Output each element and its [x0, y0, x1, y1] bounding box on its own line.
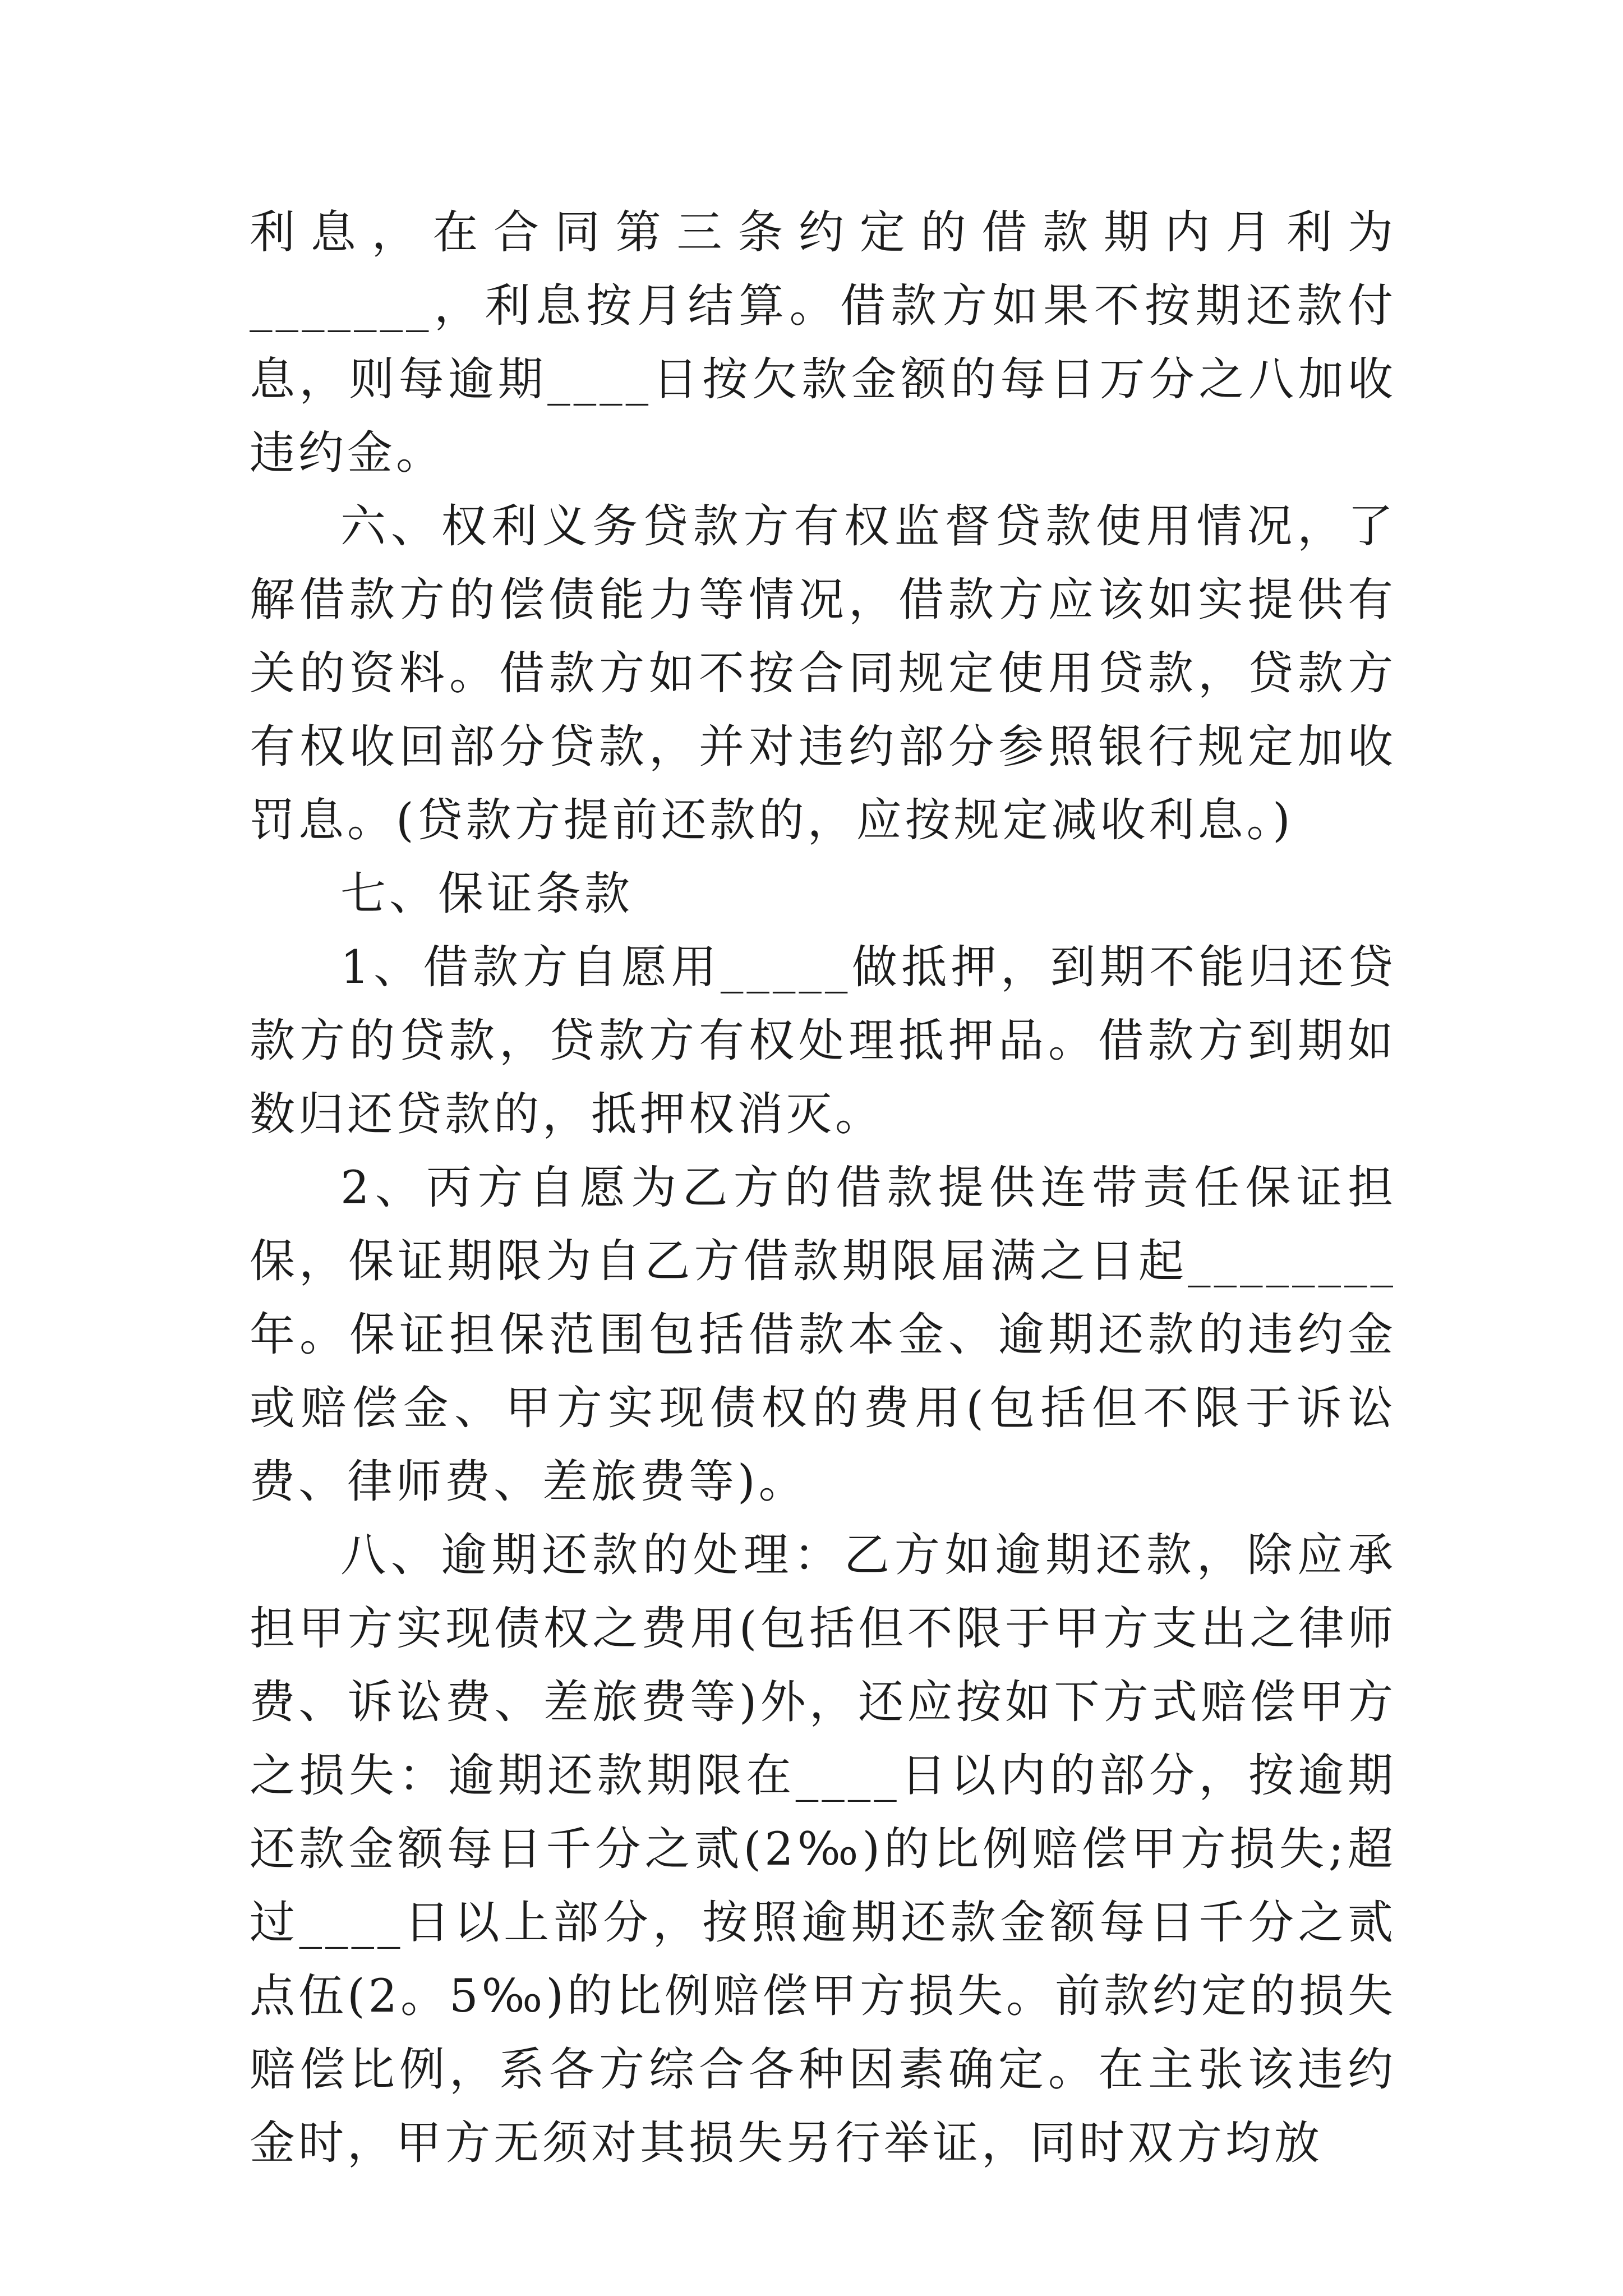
paragraph-rights-obligations: 六、权利义务贷款方有权监督贷款使用情况，了解借款方的偿债能力等情况，借款方应该如实提供有关的资料。借款方如不按合同规定使用贷款，贷款方有权收回部分贷款，并对违约部分参照银行规定加收罚息。(贷款方提前还款的，应按规定减收利息。) — [250, 500, 1396, 847]
paragraph-interest-terms: 利息，在合同第三条约定的借款期内月利为_______，利息按月结算。借款方如果不按期还款付息，则每逾期____日按欠款金额的每日万分之八加收违约金。 — [250, 206, 1396, 480]
paragraph-mortgage: 1、借款方自愿用_____做抵押，到期不能归还贷款方的贷款，贷款方有权处理抵押品。借款方到期如数归还贷款的，抵押权消灭。 — [250, 941, 1396, 1141]
paragraph-joint-guarantee: 2、丙方自愿为乙方的借款提供连带责任保证担保，保证期限为自乙方借款期限届满之日起________年。保证担保范围包括借款本金、逾期还款的违约金或赔偿金、甲方实现债权的费用(包括但不限于诉讼费、律师费、差旅费等)。 — [250, 1162, 1396, 1508]
heading-guarantee-clause: 七、保证条款 — [340, 868, 634, 921]
paragraph-overdue-handling: 八、逾期还款的处理：乙方如逾期还款，除应承担甲方实现债权之费用(包括但不限于甲方支出之律师费、诉讼费、差旅费等)外，还应按如下方式赔偿甲方之损失：逾期还款期限在____日以内的部分，按逾期还款金额每日千分之贰(2‰)的比例赔偿甲方损失;超过____日以上部分，按照逾期还款金额每日千分之贰点伍(2。5‰)的比例赔偿甲方损失。前款约定的损失赔偿比例，系各方综合各种因素确定。在主张该违约金时，甲方无须对其损失另行举证，同时双方均放 — [250, 1529, 1396, 2170]
document-body — [250, 196, 1396, 2180]
